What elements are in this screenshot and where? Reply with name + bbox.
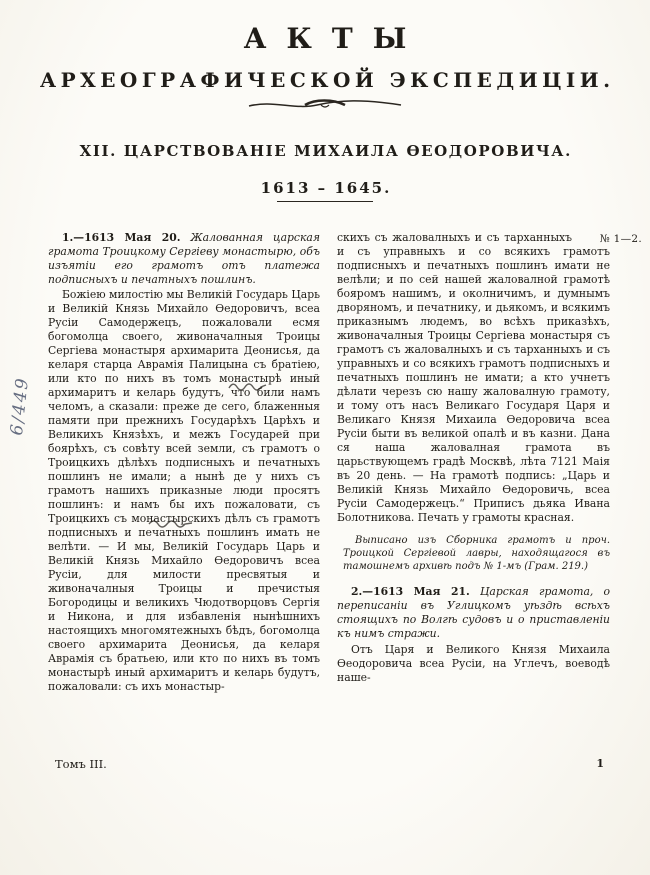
date-range-rule (277, 201, 373, 202)
doc1-number-date: 1.—1613 Мая 20. (62, 231, 181, 244)
doc1-body-text: Божіею милостію мы Великій Государь Царь и Великій Князь Михайло Ѳедоровичъ, всеа Русіи Самодержецъ, пожаловали есмя богомолца своего, живоначалныя Троицы Сергіева монастыря архимарита Деонисья, да келаря старца Аврамія Палицына съ братіею, или кто по нихъ въ томъ монастырѣ иный архимаритъ и келарь будутъ, что били намъ челомъ, а сказали: преже де сего, блаженныя памяти при прежнихъ Государѣхъ Царѣхъ и Великихъ Князѣхъ, и межъ Государей при боярѣхъ, съ совѣту всей земли, съ грамотъ о Троицкихъ дѣлѣхъ подписныхъ и печатныхъ пошлинъ не имали; а нынѣ де у нихъ съ грамотъ нашихъ приказные люди просятъ пошлинъ: и намъ бы ихъ пожаловати, съ Троицкихъ съ монастырскихъ дѣлъ съ грамотъ подписныхъ и печатныхъ пошлинъ имать не велѣти. — И мы, Великій Государь Царь и Великій Князь Михайло Ѳедоровичъ всеа Русіи, для милости пресвятыя и живоначалныя Троицы и пречистыя Богородицы и великихъ Чюдотворцовъ Сергія и Никона, и для избавленія нынѣшнихъ настоящихъ многомятежныхъ бѣдъ, богомолца своего архимарита Деонисья, да келаря Аврамія съ братьею, или кто по нихъ въ томъ монастырѣ иный архимаритъ и келарь будутъ, пожаловали: съ ихъ монастыр- (48, 288, 320, 693)
doc2-number-date: 2.—1613 Мая 21. (351, 584, 470, 598)
doc1-body-continuation (337, 231, 610, 525)
ink-scribble (148, 518, 194, 530)
volume-label: Томъ III. (55, 757, 107, 771)
doc1-heading (48, 231, 320, 287)
left-column (48, 231, 320, 757)
doc2-body-text: Отъ Царя и Великого Князя Михаила Ѳеодоровича всеа Русіи, на Углечъ, воеводѣ наше- (337, 642, 610, 684)
book-subtitle: АРХЕОГРАФИЧЕСКОЙ ЭКСПЕДИЦІИ. (39, 68, 615, 92)
doc1-title: Жалованная царская грамота Троицкому Сергіеву монастырю, объ изъятіи его грамотъ отъ платежа подписныхъ и печатныхъ пошлинъ. (48, 231, 320, 286)
doc2-title: Царская грамота, о переписаніи въ Углицкомъ уѣздѣ всѣхъ стоящихъ по Волгѣ судовъ и о приставленіи къ нимъ стражи. (337, 584, 610, 640)
text-columns (48, 231, 610, 757)
ink-scribble (228, 381, 268, 393)
ornament-flourish (0, 97, 650, 113)
doc2-heading (337, 585, 610, 641)
handwritten-archive-mark: 6/449 (6, 375, 34, 437)
right-column (337, 231, 610, 757)
doc1-source-note: Выписано изъ Сборника грамотъ и проч. Троицкой Сергіевой лавры, находящагося въ тамошнемъ архивѣ подъ № 1-мъ (Грам. 219.) (343, 535, 610, 573)
chapter-heading: XII. ЦАРСТВОВАНІЕ МИХАИЛА ѲЕОДОРОВИЧА. (79, 142, 572, 160)
margin-doc-numbers: № 1—2. (599, 233, 642, 245)
date-range: 1613 – 1645. (260, 179, 392, 197)
page-header (0, 22, 650, 202)
doc1-body-continuation-text: скихъ съ жаловалныхъ и съ тарханныхъ и съ управныхъ и со всякихъ грамотъ подписныхъ и печатныхъ пошлинъ имати не велѣли; и по сей нашей жаловалной грамотѣ бояромъ нашимъ, и околничимъ, и думнымъ дворяномъ, и печатнику, и дьякомъ, и всякимъ приказнымъ людемъ, во всѣхъ приказѣхъ, живоначалныя Троицы Сергіева монастыря съ грамотъ съ жаловалныхъ и съ тарханныхъ и съ управныхъ и со всякихъ грамотъ подписныхъ и печатныхъ пошлинъ не имати; а кто учнетъ дѣлати черезъ сю нашу жаловалную грамоту, и тому отъ насъ Великаго Государя Царя и Великаго Князя Михаила Ѳедоровича всеа Русіи быти въ великой опалѣ и въ казни. Дана ся наша жаловалная грамота въ царьствующемъ градѣ Москвѣ, лѣта 7121 Маія въ 20 день. — На грамотѣ подпись: „Царь и Великій Князь Михайло Ѳедоровичь, всеа Русіи Самодержецъ.“ Приписъ дьяка Ивана Болотникова. Печать у грамоты красная. (337, 231, 610, 524)
page-number: 1 (596, 757, 604, 770)
margin-note-spacer (572, 231, 610, 244)
book-title: АКТЫ (243, 22, 427, 55)
